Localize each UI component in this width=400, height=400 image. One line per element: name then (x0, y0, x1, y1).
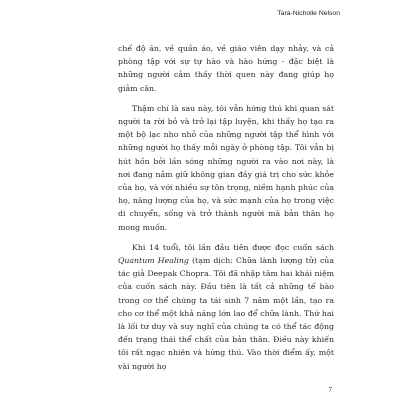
book-title-quantum-healing: Quantum Healing (118, 256, 189, 266)
paragraph-1-text: chế độ ăn, về quần áo, về giáo viên dạy nhảy, và cả phòng tập với sự tự hào và hào hứng - đặc biệt là những người cảm thấy thời quen này đang giúp họ giảm cân. (118, 44, 334, 93)
running-header-author: Tara-Nicholle Nelson (277, 10, 340, 17)
paragraph-2-text: Thậm chí là sau này, tôi vẫn hứng thú khi quan sát người ta rời bỏ và trở lại tập luyện, khi thấy họ tạo ra một bộ lạc nho nhỏ của những người tập thể hình với những người họ thấy mỗi ngày ở phòng tập. Tôi vẫn bị hút hồn bởi lần sóng những người ra vào nơi này, là nơi đang nắm giữ không gian đầy giá trị cho sức khỏe của họ, và với nhiều sự tôn trọng, niềm hạnh phúc của họ, năng lượng của họ, và sức mạnh của họ trong việc di chuyển, sống và trở thành người mà bản thân họ mong muốn. (118, 103, 334, 232)
paragraph-1 (118, 42, 334, 95)
paragraph-3-text-b: (tạm dịch: Chữa lành lượng tử) của tác giả Deepak Chopra. Tôi đã nhập tâm hai khái niệm của cuốn sách này. Đầu tiên là tất cả những tế bào trong cơ thể chúng ta tái sinh 7 năm một lần, tạo ra cho cơ thể một khả năng lớn lao để chữa lành. Thứ hai là lối tư duy và suy nghĩ của chúng ta có thể tác động đến trạng thái thể chất của bản thân. Điều này khiến tôi rất ngạc nhiên và hứng thú. Vào thời điểm ấy, một vài người họ (118, 256, 334, 371)
paragraph-3-text-a: Khi 14 tuổi, tôi lần đầu tiên được đọc cuốn sách (132, 242, 334, 252)
body-text (118, 42, 334, 373)
paragraph-2 (118, 102, 334, 234)
page-number: 7 (328, 386, 332, 394)
paragraph-3 (118, 241, 334, 373)
